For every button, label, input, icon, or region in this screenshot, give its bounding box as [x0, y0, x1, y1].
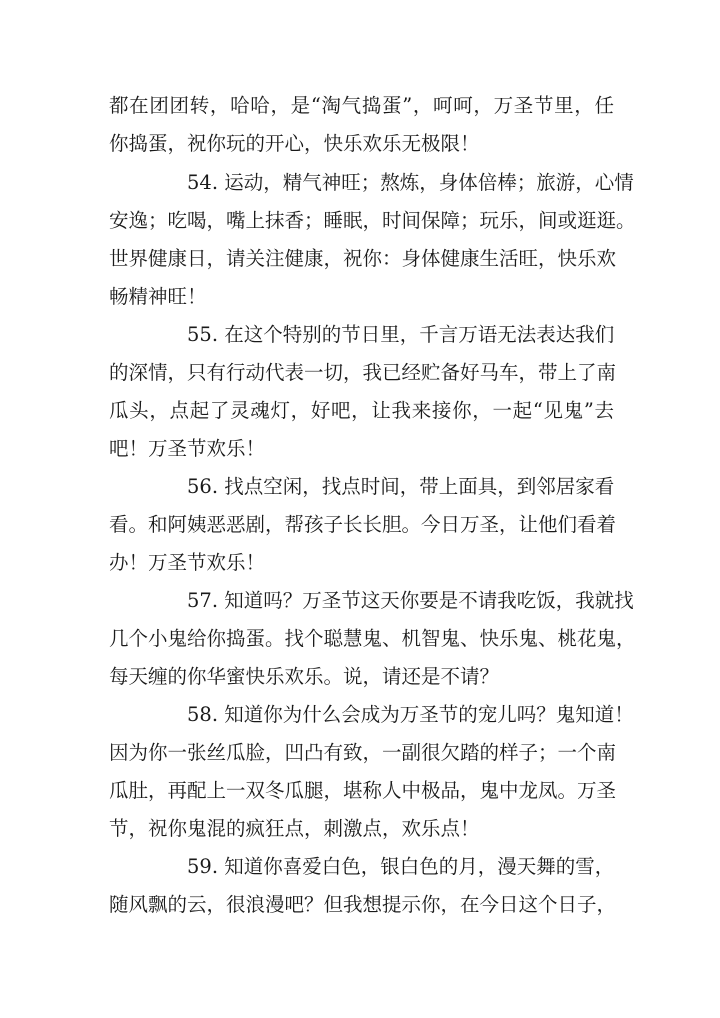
- text-line: 安逸；吃喝，嘴上抹香；睡眠，时间保障；玩乐，间或逛逛。: [109, 209, 636, 232]
- text-line: 随风飘的云，很浪漫吧？但我想提示你，在今日这个日子，: [109, 893, 617, 916]
- text-line: 世界健康日，请关注健康，祝你：身体健康生活旺，快乐欢: [109, 247, 617, 270]
- text-line: 都在团团转，哈哈，是“淘气捣蛋”，呵呵，万圣节里，任: [109, 94, 614, 117]
- text-line: 的深情，只有行动代表一切，我已经贮备好马车，带上了南: [109, 361, 617, 384]
- text-line: 每天缠的你华蜜快乐欢乐。说，请还是不请？: [109, 665, 500, 688]
- text-line: 几个小鬼给你捣蛋。找个聪慧鬼、机智鬼、快乐鬼、桃花鬼，: [109, 627, 636, 650]
- text-line: 瓜肚，再配上一双冬瓜腿，堪称人中极品，鬼中龙凤。万圣: [109, 779, 617, 802]
- paragraph-start-57: 57. 知道吗？万圣节这天你要是不请我吃饭，我就找: [187, 589, 634, 612]
- text-line: 节，祝你鬼混的疯狂点，刺激点，欢乐点！: [109, 817, 480, 840]
- text-line: 看。和阿姨恶恶剧，帮孩子长长胆。今日万圣，让他们看着: [109, 513, 617, 536]
- paragraph-start-58: 58. 知道你为什么会成为万圣节的宠儿吗？鬼知道！: [187, 703, 634, 726]
- text-line: 因为你一张丝瓜脸，凹凸有致，一副很欠踏的样子；一个南: [109, 741, 617, 764]
- paragraph-start-56: 56. 找点空闲，找点时间，带上面具，到邻居家看: [187, 475, 615, 498]
- text-line: 瓜头，点起了灵魂灯，好吧，让我来接你，一起“见鬼”去: [109, 399, 614, 422]
- paragraph-start-59: 59. 知道你喜爱白色，银白色的月，漫天舞的雪，: [187, 855, 615, 878]
- text-line: 你捣蛋，祝你玩的开心，快乐欢乐无极限！: [109, 132, 480, 155]
- text-line: 办！万圣节欢乐！: [109, 551, 266, 574]
- paragraph-start-54: 54. 运动，精气神旺；熬炼，身体倍棒；旅游，心情: [187, 171, 634, 194]
- text-line: 吧！万圣节欢乐！: [109, 437, 266, 460]
- paragraph-start-55: 55. 在这个特别的节日里，千言万语无法表达我们: [187, 323, 615, 346]
- text-line: 畅精神旺！: [109, 285, 207, 308]
